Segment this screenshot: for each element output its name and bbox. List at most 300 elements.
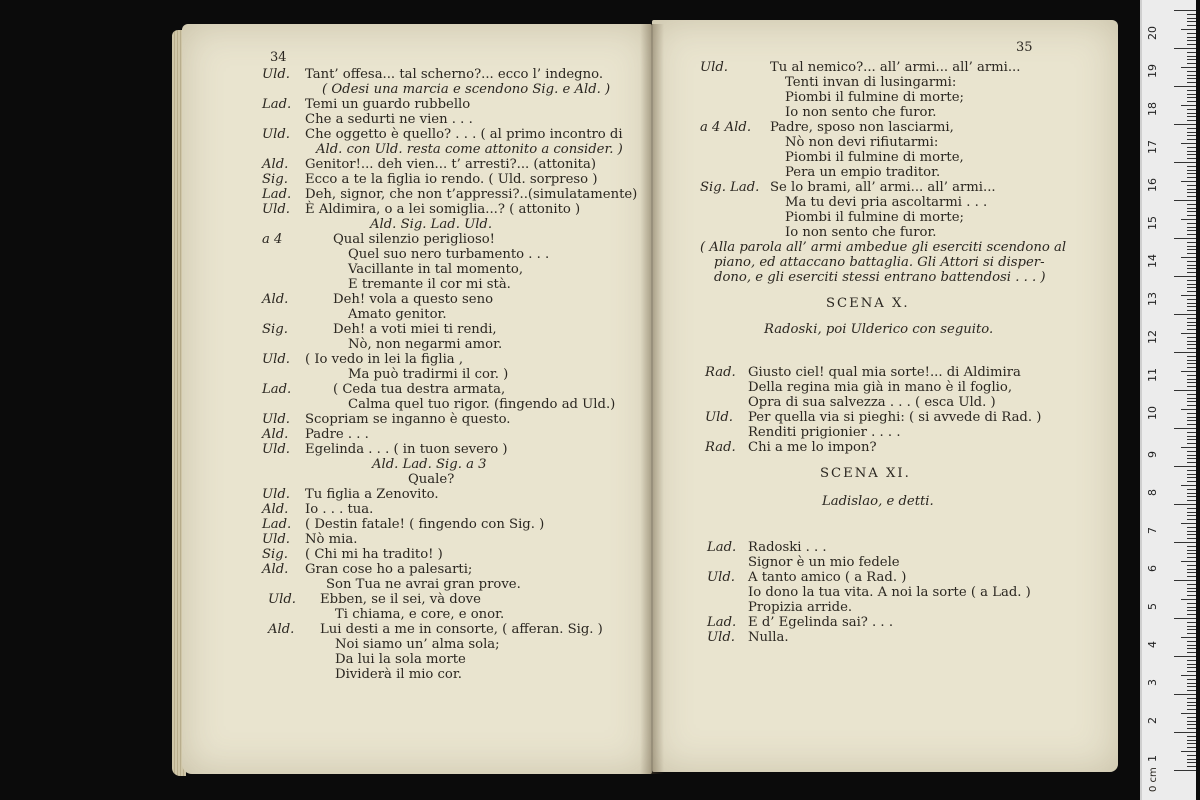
- ruler-tick: [1187, 227, 1196, 228]
- text-line: Giusto ciel! qual mia sorte!... di Aldimira: [748, 365, 1021, 380]
- speaker: Lad.: [262, 517, 292, 532]
- ruler-number: 18: [1146, 102, 1159, 116]
- ruler-tick: [1174, 504, 1196, 505]
- text-line: Che a sedurti ne vien . . .: [305, 112, 473, 127]
- ruler-tick: [1187, 565, 1196, 566]
- ruler-tick: [1187, 37, 1196, 38]
- ruler-tick: [1187, 664, 1196, 665]
- ruler-tick: [1187, 291, 1196, 292]
- ruler-number: 16: [1146, 178, 1159, 192]
- ruler-tick: [1181, 637, 1196, 638]
- ruler-tick: [1174, 238, 1196, 239]
- scene-characters: Radoski, poi Ulderico con seguito.: [764, 322, 994, 337]
- text-line: Pera un empio traditor.: [785, 165, 941, 180]
- ruler-tick: [1187, 208, 1196, 209]
- ruler-tick: [1187, 641, 1196, 642]
- ruler-number: 6: [1146, 565, 1159, 572]
- ruler-tick: [1187, 496, 1196, 497]
- ruler-tick: [1187, 470, 1196, 471]
- text-line: Tu figlia a Zenovito.: [305, 487, 439, 502]
- ruler-tick: [1187, 603, 1196, 604]
- text-line: Amato genitor.: [348, 307, 447, 322]
- ruler-tick: [1187, 318, 1196, 319]
- text-line: Radoski . . .: [748, 540, 827, 555]
- ruler-tick: [1187, 71, 1196, 72]
- ruler-tick: [1187, 401, 1196, 402]
- ruler-number: 8: [1146, 489, 1159, 496]
- ruler-tick: [1187, 151, 1196, 152]
- speaker: Ald.: [262, 562, 289, 577]
- text-line: Signor è un mio fedele: [748, 555, 900, 570]
- text-line: Opra di sua salvezza . . . ( esca Uld. ): [748, 395, 996, 410]
- page-number-left: 34: [270, 50, 287, 65]
- ruler-tick: [1187, 553, 1196, 554]
- speaker: Uld.: [262, 67, 290, 82]
- text-line: Ti chiama, e core, e onor.: [335, 607, 505, 622]
- text-line: Deh! vola a questo seno: [333, 292, 494, 307]
- ruler-tick: [1187, 185, 1196, 186]
- text-line: Della regina mia già in mano è il foglio,: [748, 380, 1013, 395]
- ruler-tick: [1187, 21, 1196, 22]
- ruler-tick: [1187, 382, 1196, 383]
- ruler-tick: [1187, 246, 1196, 247]
- text-line: Tenti invan di lusingarmi:: [785, 75, 957, 90]
- ruler-number: 5: [1146, 603, 1159, 610]
- ruler-tick: [1181, 219, 1196, 220]
- scene-heading: SCENA XI.: [820, 466, 911, 481]
- ruler-tick: [1187, 299, 1196, 300]
- ruler-tick: [1187, 443, 1196, 444]
- ruler-tick: [1187, 645, 1196, 646]
- ruler-tick: [1187, 25, 1196, 26]
- ruler-tick: [1174, 580, 1196, 581]
- text-line: Propizia arride.: [748, 600, 853, 615]
- text-line: Tant’ offesa... tal scherno?... ecco l’ indegno.: [305, 67, 604, 82]
- ruler-tick: [1174, 390, 1196, 391]
- speaker: Uld.: [707, 570, 735, 585]
- ruler-tick: [1187, 569, 1196, 570]
- text-line: Piombi il fulmine di morte,: [785, 150, 964, 165]
- ruler-number: 2: [1146, 717, 1159, 724]
- ruler-tick: [1187, 310, 1196, 311]
- ruler-tick: [1187, 341, 1196, 342]
- ruler-tick: [1187, 360, 1196, 361]
- text-line: Nò non devi rifiutarmi:: [785, 135, 939, 150]
- stage-direction: Ald. con Uld. resta come attonito a consider. ): [316, 142, 623, 157]
- text-line: Deh! a voti miei ti rendi,: [333, 322, 497, 337]
- text-line: Renditi prigionier . . . .: [748, 425, 901, 440]
- ruler-tick: [1187, 633, 1196, 634]
- ruler-tick: [1187, 531, 1196, 532]
- ruler-tick: [1187, 538, 1196, 539]
- speaker: Ald.: [262, 292, 289, 307]
- speaker: a 4: [262, 232, 283, 247]
- ruler-tick: [1187, 386, 1196, 387]
- ruler-tick: [1187, 44, 1196, 45]
- ruler-tick: [1187, 379, 1196, 380]
- speaker: Ald.: [268, 622, 295, 637]
- ruler-tick: [1174, 124, 1196, 125]
- ruler-tick: [1187, 394, 1196, 395]
- ruler-tick: [1187, 284, 1196, 285]
- ruler-tick: [1187, 572, 1196, 573]
- ruler-tick: [1187, 230, 1196, 231]
- stage-direction: Ald. Sig. Lad. Uld.: [370, 217, 493, 232]
- text-line: Calma quel tuo rigor. (fingendo ad Uld.): [348, 397, 616, 412]
- ruler-number: 12: [1146, 330, 1159, 344]
- text-line: Lui desti a me in consorte, ( afferan. Sig. ): [320, 622, 603, 637]
- ruler-tick: [1187, 698, 1196, 699]
- ruler-tick: [1181, 751, 1196, 752]
- speaker: Uld.: [262, 202, 290, 217]
- ruler-tick: [1187, 405, 1196, 406]
- ruler-tick: [1187, 534, 1196, 535]
- text-line: Piombi il fulmine di morte;: [785, 210, 964, 225]
- ruler-number: 14: [1146, 254, 1159, 268]
- ruler-tick: [1187, 740, 1196, 741]
- ruler-tick: [1187, 253, 1196, 254]
- ruler-number: 17: [1146, 140, 1159, 154]
- ruler-tick: [1187, 762, 1196, 763]
- speaker: Uld.: [705, 410, 733, 425]
- text-line: Io . . . tua.: [305, 502, 374, 517]
- stage-direction: ( Odesi una marcia e scendono Sig. e Ald. ): [322, 82, 611, 97]
- ruler-tick: [1174, 200, 1196, 201]
- ruler-tick: [1187, 363, 1196, 364]
- text-line: È Aldimira, o a lei somiglia...? ( attonito ): [305, 202, 581, 217]
- book-gutter: [640, 24, 664, 774]
- ruler-tick: [1187, 557, 1196, 558]
- ruler-tick: [1187, 512, 1196, 513]
- text-line: Noi siamo un’ alma sola;: [335, 637, 500, 652]
- ruler-tick: [1187, 40, 1196, 41]
- ruler-tick: [1187, 576, 1196, 577]
- ruler-tick: [1187, 158, 1196, 159]
- text-line: Ma può tradirmi il cor. ): [348, 367, 509, 382]
- ruler-tick: [1187, 116, 1196, 117]
- text-line: Padre, sposo non lasciarmi,: [770, 120, 954, 135]
- ruler-tick: [1187, 493, 1196, 494]
- text-line: Chi a me lo impon?: [748, 440, 877, 455]
- ruler-tick: [1187, 705, 1196, 706]
- ruler-tick: [1187, 33, 1196, 34]
- ruler-tick: [1187, 56, 1196, 57]
- text-line: Genitor!... deh vien... t’ arresti?... (attonita): [305, 157, 596, 172]
- speaker: Uld.: [262, 532, 290, 547]
- ruler-tick: [1187, 196, 1196, 197]
- ruler-tick: [1187, 728, 1196, 729]
- text-line: Son Tua ne avrai gran prove.: [326, 577, 521, 592]
- ruler-tick: [1187, 679, 1196, 680]
- ruler-tick: [1187, 356, 1196, 357]
- ruler-tick: [1187, 489, 1196, 490]
- text-line: Scopriam se inganno è questo.: [305, 412, 511, 427]
- ruler-tick: [1187, 413, 1196, 414]
- ruler-tick: [1181, 105, 1196, 106]
- speaker: Uld.: [262, 412, 290, 427]
- speaker: Sig.: [262, 172, 288, 187]
- text-line: Temi un guardo rubbello: [305, 97, 471, 112]
- text-line: Padre . . .: [305, 427, 369, 442]
- ruler-tick: [1187, 325, 1196, 326]
- text-line: Deh, signor, che non t’appressi?..(simulatamente): [305, 187, 638, 202]
- speaker: Uld.: [268, 592, 296, 607]
- ruler-tick: [1181, 257, 1196, 258]
- ruler-tick: [1187, 546, 1196, 547]
- speaker: Lad.: [707, 540, 737, 555]
- ruler-tick: [1174, 770, 1196, 771]
- ruler-tick: [1187, 135, 1196, 136]
- ruler-tick: [1187, 215, 1196, 216]
- ruler-number: 11: [1146, 368, 1159, 382]
- ruler-tick: [1187, 584, 1196, 585]
- ruler-number: 4: [1146, 641, 1159, 648]
- ruler-tick: [1187, 736, 1196, 737]
- ruler-unit-label: 0 cm: [1148, 767, 1159, 792]
- ruler-tick: [1187, 474, 1196, 475]
- page-number-right: 35: [1016, 40, 1033, 55]
- text-line: Io non sento che furor.: [785, 105, 937, 120]
- ruler-tick: [1187, 660, 1196, 661]
- text-line: Per quella via si pieghi: ( si avvede di Rad. ): [748, 410, 1042, 425]
- ruler-tick: [1187, 652, 1196, 653]
- text-line: Nò, non negarmi amor.: [348, 337, 503, 352]
- ruler-tick: [1187, 348, 1196, 349]
- stage-direction: Ald. Lad. Sig. a 3: [372, 457, 487, 472]
- text-line: A tanto amico ( a Rad. ): [748, 570, 907, 585]
- ruler-tick: [1187, 519, 1196, 520]
- ruler-tick: [1187, 211, 1196, 212]
- speaker: Uld.: [707, 630, 735, 645]
- ruler-tick: [1187, 648, 1196, 649]
- ruler-tick: [1187, 515, 1196, 516]
- ruler-tick: [1174, 162, 1196, 163]
- ruler-tick: [1187, 683, 1196, 684]
- scene-heading: SCENA X.: [826, 296, 910, 311]
- ruler-tick: [1187, 747, 1196, 748]
- ruler-tick: [1187, 329, 1196, 330]
- ruler-tick: [1187, 154, 1196, 155]
- text-line: Piombi il fulmine di morte;: [785, 90, 964, 105]
- ruler-tick: [1187, 234, 1196, 235]
- ruler-tick: [1174, 276, 1196, 277]
- ruler-tick: [1181, 181, 1196, 182]
- ruler-number: 7: [1146, 527, 1159, 534]
- ruler-tick: [1187, 614, 1196, 615]
- ruler-tick: [1187, 702, 1196, 703]
- speaker: Ald.: [262, 157, 289, 172]
- ruler-tick: [1187, 344, 1196, 345]
- ruler-tick: [1187, 14, 1196, 15]
- ruler-tick: [1174, 48, 1196, 49]
- ruler-tick: [1187, 173, 1196, 174]
- ruler-tick: [1187, 303, 1196, 304]
- ruler-tick: [1187, 367, 1196, 368]
- text-line: Io dono la tua vita. A noi la sorte ( a Lad. ): [748, 585, 1031, 600]
- ruler-tick: [1187, 272, 1196, 273]
- ruler-tick: [1187, 261, 1196, 262]
- ruler-tick: [1187, 82, 1196, 83]
- ruler-tick: [1187, 128, 1196, 129]
- text-line: ( Chi mi ha tradito! ): [305, 547, 443, 562]
- text-line: ( Destin fatale! ( fingendo con Sig. ): [305, 517, 545, 532]
- ruler-tick: [1187, 481, 1196, 482]
- ruler-tick: [1174, 732, 1196, 733]
- ruler-tick: [1187, 63, 1196, 64]
- speaker: Uld.: [262, 352, 290, 367]
- text-line: Io non sento che furor.: [785, 225, 937, 240]
- ruler-tick: [1174, 352, 1196, 353]
- ruler-tick: [1187, 436, 1196, 437]
- stage-direction: ( Alla parola all’ armi ambedue gli eserciti scendono al: [700, 240, 1067, 255]
- text-line: Quale?: [408, 472, 455, 487]
- ruler-tick: [1174, 618, 1196, 619]
- ruler-tick: [1181, 143, 1196, 144]
- ruler-tick: [1187, 755, 1196, 756]
- ruler-tick: [1174, 694, 1196, 695]
- ruler-tick: [1187, 477, 1196, 478]
- ruler-tick: [1181, 409, 1196, 410]
- ruler-tick: [1187, 500, 1196, 501]
- ruler-tick: [1187, 610, 1196, 611]
- ruler-tick: [1187, 280, 1196, 281]
- speaker: Uld.: [262, 127, 290, 142]
- ruler-tick: [1187, 766, 1196, 767]
- ruler-tick: [1181, 713, 1196, 714]
- ruler-tick: [1187, 508, 1196, 509]
- text-line: ( Ceda tua destra armata,: [333, 382, 506, 397]
- ruler-tick: [1187, 322, 1196, 323]
- ruler-tick: [1181, 561, 1196, 562]
- ruler-tick: [1187, 550, 1196, 551]
- ruler-tick: [1181, 67, 1196, 68]
- ruler-tick: [1187, 686, 1196, 687]
- ruler-tick: [1187, 242, 1196, 243]
- text-line: Da lui la sola morte: [335, 652, 466, 667]
- ruler-tick: [1187, 671, 1196, 672]
- ruler-tick: [1187, 622, 1196, 623]
- ruler-tick: [1187, 420, 1196, 421]
- ruler-tick: [1187, 139, 1196, 140]
- text-line: Ma tu devi pria ascoltarmi . . .: [785, 195, 988, 210]
- ruler-tick: [1181, 447, 1196, 448]
- ruler-tick: [1187, 109, 1196, 110]
- ruler-number: 15: [1146, 216, 1159, 230]
- text-line: E tremante il cor mi stà.: [348, 277, 511, 292]
- speaker: Ald.: [262, 427, 289, 442]
- ruler-tick: [1187, 166, 1196, 167]
- ruler-tick: [1187, 18, 1196, 19]
- text-line: Ebben, se il sei, và dove: [320, 592, 481, 607]
- ruler-tick: [1187, 439, 1196, 440]
- ruler-tick: [1174, 428, 1196, 429]
- ruler-tick: [1181, 371, 1196, 372]
- ruler-tick: [1181, 295, 1196, 296]
- ruler-tick: [1187, 451, 1196, 452]
- ruler-number: 13: [1146, 292, 1159, 306]
- text-line: ( Io vedo in lei la figlia ,: [305, 352, 464, 367]
- ruler-tick: [1187, 458, 1196, 459]
- ruler-number: 9: [1146, 451, 1159, 458]
- ruler-number: 20: [1146, 26, 1159, 40]
- text-line: E d’ Egelinda sai? . . .: [748, 615, 894, 630]
- ruler-tick: [1187, 743, 1196, 744]
- text-line: Nulla.: [748, 630, 789, 645]
- ruler-tick: [1187, 132, 1196, 133]
- ruler-tick: [1187, 170, 1196, 171]
- ruler-tick: [1187, 223, 1196, 224]
- ruler-tick: [1187, 667, 1196, 668]
- speaker: Lad.: [262, 382, 292, 397]
- ruler-tick: [1187, 588, 1196, 589]
- text-line: Ecco a te la figlia io rendo. ( Uld. sorpreso ): [305, 172, 598, 187]
- ruler-tick: [1187, 717, 1196, 718]
- ruler-tick: [1174, 656, 1196, 657]
- ruler-tick: [1187, 59, 1196, 60]
- ruler-number: 19: [1146, 64, 1159, 78]
- ruler-tick: [1181, 675, 1196, 676]
- measuring-ruler: [1140, 0, 1196, 800]
- speaker: Lad.: [262, 187, 292, 202]
- speaker: Uld.: [262, 487, 290, 502]
- ruler-tick: [1181, 29, 1196, 30]
- ruler-tick: [1174, 466, 1196, 467]
- ruler-tick: [1187, 177, 1196, 178]
- ruler-tick: [1187, 189, 1196, 190]
- ruler-tick: [1187, 462, 1196, 463]
- ruler-tick: [1181, 599, 1196, 600]
- ruler-tick: [1187, 455, 1196, 456]
- ruler-tick: [1187, 607, 1196, 608]
- ruler-tick: [1187, 249, 1196, 250]
- speaker: Uld.: [700, 60, 728, 75]
- text-line: Che oggetto è quello? . . . ( al primo incontro di: [305, 127, 623, 142]
- ruler-tick: [1187, 709, 1196, 710]
- ruler-tick: [1187, 375, 1196, 376]
- speaker: Rad.: [705, 440, 736, 455]
- ruler-tick: [1187, 204, 1196, 205]
- ruler-tick: [1187, 75, 1196, 76]
- ruler-tick: [1187, 287, 1196, 288]
- ruler-tick: [1187, 629, 1196, 630]
- ruler-tick: [1187, 690, 1196, 691]
- stage-direction: dono, e gli eserciti stessi entrano battendosi . . . ): [714, 270, 1046, 285]
- speaker: Sig. Lad.: [700, 180, 760, 195]
- speaker: a 4 Ald.: [700, 120, 752, 135]
- speaker: Sig.: [262, 547, 288, 562]
- speaker: Uld.: [262, 442, 290, 457]
- speaker: Sig.: [262, 322, 288, 337]
- ruler-tick: [1187, 759, 1196, 760]
- ruler-tick: [1187, 192, 1196, 193]
- ruler-tick: [1187, 52, 1196, 53]
- speaker: Ald.: [262, 502, 289, 517]
- ruler-tick: [1187, 721, 1196, 722]
- ruler-tick: [1187, 147, 1196, 148]
- ruler-tick: [1187, 398, 1196, 399]
- ruler-tick: [1174, 10, 1196, 11]
- ruler-tick: [1187, 78, 1196, 79]
- ruler-tick: [1187, 417, 1196, 418]
- text-line: Gran cose ho a palesarti;: [305, 562, 473, 577]
- ruler-tick: [1181, 485, 1196, 486]
- ruler-tick: [1187, 268, 1196, 269]
- text-line: Qual silenzio periglioso!: [333, 232, 495, 247]
- ruler-tick: [1174, 86, 1196, 87]
- ruler-tick: [1187, 101, 1196, 102]
- ruler-tick: [1181, 333, 1196, 334]
- ruler-tick: [1187, 306, 1196, 307]
